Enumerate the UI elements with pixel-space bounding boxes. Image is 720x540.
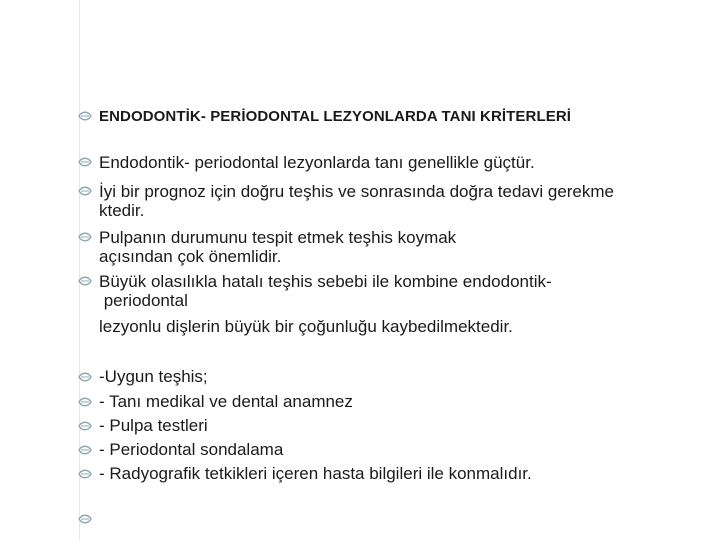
paragraph-line: Büyük olasılıkla hatalı teşhis sebebi ile kombine endodontik- [99, 272, 552, 291]
leaf-bullet-icon [78, 469, 92, 479]
list-line: - Pulpa testleri [99, 416, 208, 435]
paragraph-line: Pulpanın durumunu tespit etmek teşhis koymak [99, 228, 457, 247]
leaf-bullet-icon [78, 372, 92, 382]
paragraph-line: Endodontik- periodontal lezyonlarda tanı genellikle güçtür. [99, 153, 535, 172]
leaf-bullet-icon [78, 445, 92, 455]
list-line: - Radyografik tetkikleri içeren hasta bilgileri ile konmalıdır. [99, 464, 532, 483]
paragraph-line: İyi bir prognoz için doğru teşhis ve sonrasında doğra tedavi gerekme [99, 182, 615, 201]
paragraph-line: periodontal [99, 291, 188, 310]
list-line: - Periodontal sondalama [99, 440, 284, 459]
leaf-bullet-icon [78, 276, 92, 286]
slide-title: ENDODONTİK- PERİODONTAL LEZYONLARDA TANI KRİTERLERİ [99, 108, 572, 125]
leaf-bullet-icon [78, 157, 92, 167]
slide-left-rule [79, 0, 80, 540]
leaf-bullet-icon [78, 421, 92, 431]
list-line: -Uygun teşhis; [99, 367, 208, 386]
leaf-bullet-icon [78, 232, 92, 242]
paragraph-line: lezyonlu dişlerin büyük bir çoğunluğu kaybedilmektedir. [99, 317, 513, 336]
leaf-bullet-icon [78, 514, 92, 524]
leaf-bullet-icon [78, 111, 92, 121]
leaf-bullet-icon [78, 186, 92, 196]
list-line: - Tanı medikal ve dental anamnez [99, 392, 353, 411]
leaf-bullet-icon [78, 397, 92, 407]
paragraph-line: açısından çok önemlidir. [99, 247, 282, 266]
paragraph-line: ktedir. [99, 201, 145, 220]
